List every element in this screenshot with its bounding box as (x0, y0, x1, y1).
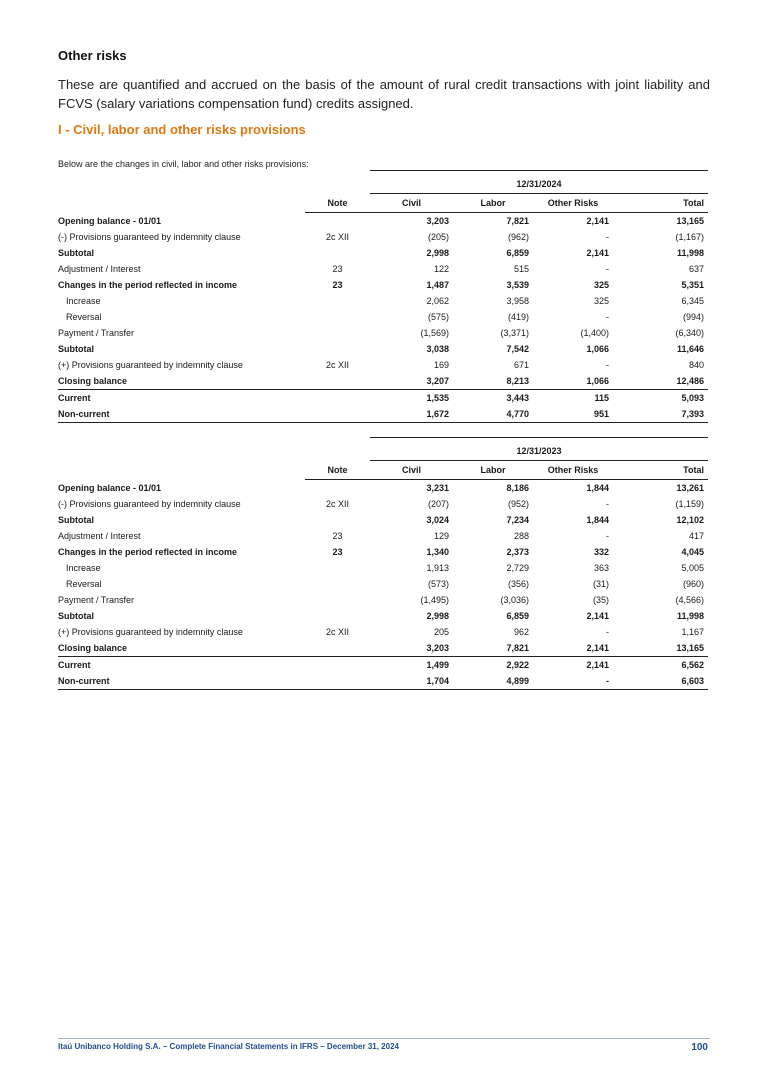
row-label: Subtotal (58, 611, 94, 621)
row-civil-value: 2,998 (426, 248, 449, 258)
row-civil-value: (207) (427, 499, 449, 509)
row-label: Changes in the period reflected in income (58, 280, 238, 290)
row-note: 23 (332, 264, 343, 274)
subheading: I - Civil, labor and other risks provisions (58, 122, 306, 137)
row-note: 2c XII (325, 627, 349, 637)
row-total-value: 1,167 (681, 627, 704, 637)
row-note: 23 (332, 547, 343, 557)
row-other-value: 2,141 (586, 660, 609, 670)
row-note (305, 640, 370, 657)
row-other-value: 1,844 (586, 515, 609, 525)
other-header: Other Risks (533, 461, 613, 480)
row-labor-value: 962 (513, 627, 529, 637)
row-total-value: 6,345 (681, 296, 704, 306)
row-labor-value: 3,539 (506, 280, 529, 290)
row-label: Reversal (66, 579, 102, 589)
table-row (58, 673, 708, 690)
row-label: (+) Provisions guaranteed by indemnity clause (58, 360, 243, 370)
row-label: Closing balance (58, 640, 305, 657)
row-label: Changes in the period reflected in income (58, 547, 238, 557)
row-labor-value: 515 (513, 264, 529, 274)
row-labor-value: 3,958 (506, 296, 529, 306)
row-total-value: 13,165 (613, 640, 708, 657)
row-label: (+) Provisions guaranteed by indemnity clause (58, 627, 243, 637)
row-total-value: 12,486 (613, 373, 708, 390)
table-row (58, 480, 708, 497)
civil-header: Civil (370, 461, 453, 480)
row-label: Subtotal (58, 344, 94, 354)
table-row (58, 213, 708, 230)
row-civil-value: (573) (427, 579, 449, 589)
footer-divider (58, 1038, 710, 1039)
row-note: 2c XII (325, 360, 349, 370)
table-row (58, 245, 708, 261)
row-civil-value: 3,038 (426, 344, 449, 354)
row-note (305, 245, 370, 261)
row-total-value: (960) (682, 579, 704, 589)
row-labor-value: (962) (507, 232, 529, 242)
table-row (58, 373, 708, 390)
row-note (305, 373, 370, 390)
row-labor-value: 4,899 (453, 673, 533, 690)
table-row (58, 229, 708, 245)
row-civil-value: 3,231 (426, 483, 449, 493)
table-row (58, 277, 708, 293)
row-total-value: 4,045 (681, 547, 704, 557)
row-note (305, 341, 370, 357)
row-civil-value: 1,535 (426, 393, 449, 403)
row-total-value: (6,340) (675, 328, 704, 338)
row-other-value: - (606, 499, 609, 509)
row-civil-value: 2,998 (426, 611, 449, 621)
row-other-value: 2,141 (533, 640, 613, 657)
row-other-value: - (606, 312, 609, 322)
row-other-value: 363 (593, 563, 609, 573)
row-note (305, 657, 370, 674)
row-note (305, 406, 370, 423)
row-civil-value: 3,024 (426, 515, 449, 525)
row-labor-value: 7,821 (506, 216, 529, 226)
row-total-value: 6,603 (613, 673, 708, 690)
table-row (58, 528, 708, 544)
provisions-table-2024 (58, 170, 708, 423)
row-label: (-) Provisions guaranteed by indemnity clause (58, 499, 241, 509)
row-total-value: 417 (688, 531, 704, 541)
row-civil-value: 122 (433, 264, 449, 274)
row-labor-value: 7,821 (453, 640, 533, 657)
row-labor-value: 2,373 (506, 547, 529, 557)
footer-text: Itaú Unibanco Holding S.A. – Complete Financial Statements in IFRS – December 31, 2024 (58, 1042, 399, 1051)
table-row (58, 560, 708, 576)
row-other-value: (1,400) (580, 328, 609, 338)
row-label: Opening balance - 01/01 (58, 482, 162, 493)
provisions-table-2023 (58, 437, 708, 690)
row-label: Non-current (58, 673, 305, 690)
row-labor-value: 3,443 (506, 393, 529, 403)
row-civil-value: 3,203 (426, 216, 449, 226)
row-label: (-) Provisions guaranteed by indemnity clause (58, 232, 241, 242)
row-civil-value: 3,207 (370, 373, 453, 390)
row-civil-value: 1,704 (370, 673, 453, 690)
table-row (58, 576, 708, 592)
row-labor-value: 6,859 (506, 611, 529, 621)
row-other-value: 2,141 (586, 611, 609, 621)
row-civil-value: 1,499 (426, 660, 449, 670)
row-label: Subtotal (58, 515, 94, 525)
row-total-value: 11,646 (676, 344, 704, 354)
row-civil-value: (1,495) (420, 595, 449, 605)
row-labor-value: (3,036) (500, 595, 529, 605)
row-other-value: - (606, 627, 609, 637)
row-labor-value: 671 (513, 360, 529, 370)
note-header: Note (305, 194, 370, 213)
table-row (58, 496, 708, 512)
row-other-value: 325 (593, 296, 609, 306)
row-labor-value: 288 (513, 531, 529, 541)
row-label: Closing balance (58, 373, 305, 390)
row-total-value: 11,998 (676, 248, 704, 258)
row-total-value: 6,562 (681, 660, 704, 670)
row-label: Adjustment / Interest (58, 531, 141, 541)
row-labor-value: 8,186 (506, 483, 529, 493)
total-header: Total (613, 194, 708, 213)
table-row (58, 309, 708, 325)
row-other-value: 115 (594, 393, 609, 403)
row-labor-value: 8,213 (453, 373, 533, 390)
row-other-value: 1,066 (586, 344, 609, 354)
row-label: Payment / Transfer (58, 595, 135, 605)
row-note (305, 293, 370, 309)
table-row (58, 544, 708, 560)
row-civil-value: 2,062 (426, 296, 449, 306)
row-total-value: 5,005 (681, 563, 704, 573)
row-civil-value: 205 (433, 627, 449, 637)
row-total-value: 7,393 (613, 406, 708, 423)
row-other-value: 325 (593, 280, 609, 290)
row-labor-value: 2,922 (506, 660, 529, 670)
row-label: Non-current (58, 406, 305, 423)
row-labor-value: 4,770 (453, 406, 533, 423)
row-label: Opening balance - 01/01 (58, 215, 162, 226)
row-note: 2c XII (325, 232, 349, 242)
row-labor-value: (356) (507, 579, 529, 589)
row-other-value: 332 (593, 547, 609, 557)
row-note: 23 (332, 280, 343, 290)
table-row (58, 512, 708, 528)
row-total-value: 13,165 (676, 216, 704, 226)
row-other-value: - (606, 232, 609, 242)
row-total-value: 11,998 (676, 611, 704, 621)
intro-paragraph: These are quantified and accrued on the basis of the amount of rural credit transactions with joint liability and FCVS (salary variations compensation fund) credits assigned. (58, 77, 710, 111)
row-civil-value: 1,340 (426, 547, 449, 557)
note-header: Note (305, 461, 370, 480)
table-row (58, 608, 708, 624)
row-civil-value: 3,203 (370, 640, 453, 657)
row-other-value: 2,141 (586, 216, 609, 226)
table-row (58, 293, 708, 309)
row-civil-value: 169 (433, 360, 449, 370)
row-total-value: 5,093 (681, 393, 704, 403)
row-note (305, 213, 370, 230)
row-note: 23 (332, 531, 343, 541)
label-header (58, 461, 305, 480)
row-other-value: 2,141 (586, 248, 609, 258)
row-other-value: - (606, 264, 609, 274)
row-note (305, 560, 370, 576)
row-label: Payment / Transfer (58, 328, 135, 338)
row-note (305, 480, 370, 497)
row-label: Increase (66, 296, 101, 306)
row-total-value: (4,566) (675, 595, 704, 605)
table-caption: Below are the changes in civil, labor and other risks provisions: (58, 159, 309, 169)
row-other-value: 1,844 (586, 483, 609, 493)
row-labor-value: 6,859 (506, 248, 529, 258)
period-header: 12/31/2023 (370, 442, 708, 461)
row-total-value: 12,102 (676, 515, 704, 525)
section-title: Other risks (58, 48, 127, 63)
row-civil-value: (575) (427, 312, 449, 322)
row-label: Current (58, 660, 91, 670)
row-other-value: - (533, 673, 613, 690)
label-header (58, 194, 305, 213)
row-note: 2c XII (325, 499, 349, 509)
labor-header: Labor (453, 461, 533, 480)
row-total-value: (994) (682, 312, 704, 322)
civil-header: Civil (370, 194, 453, 213)
table-row (58, 640, 708, 657)
row-other-value: - (606, 360, 609, 370)
row-label: Reversal (66, 312, 102, 322)
row-other-value: 951 (533, 406, 613, 423)
total-header: Total (613, 461, 708, 480)
row-labor-value: 2,729 (506, 563, 529, 573)
row-labor-value: (952) (507, 499, 529, 509)
row-total-value: (1,167) (675, 232, 704, 242)
row-civil-value: (205) (427, 232, 449, 242)
table-row (58, 357, 708, 373)
row-note (305, 325, 370, 341)
row-note (305, 309, 370, 325)
row-note (305, 608, 370, 624)
row-total-value: 13,261 (676, 483, 704, 493)
row-other-value: (35) (592, 595, 609, 605)
row-labor-value: 7,542 (506, 344, 529, 354)
row-civil-value: (1,569) (420, 328, 449, 338)
row-other-value: 1,066 (533, 373, 613, 390)
row-label: Adjustment / Interest (58, 264, 141, 274)
labor-header: Labor (453, 194, 533, 213)
table-row (58, 406, 708, 423)
row-note (305, 673, 370, 690)
period-header: 12/31/2024 (370, 175, 708, 194)
table-row (58, 592, 708, 608)
row-total-value: (1,159) (675, 499, 704, 509)
row-label: Subtotal (58, 248, 94, 258)
row-labor-value: (419) (507, 312, 529, 322)
row-civil-value: 1,487 (426, 280, 449, 290)
row-note (305, 390, 370, 407)
row-civil-value: 1,672 (370, 406, 453, 423)
row-total-value: 5,351 (681, 280, 704, 290)
table-row (58, 325, 708, 341)
row-label: Current (58, 393, 91, 403)
row-other-value: (31) (592, 579, 609, 589)
table-row (58, 261, 708, 277)
other-header: Other Risks (533, 194, 613, 213)
row-note (305, 512, 370, 528)
row-label: Increase (66, 563, 101, 573)
page-number: 100 (691, 1042, 708, 1053)
row-note (305, 592, 370, 608)
table-row (58, 341, 708, 357)
row-civil-value: 129 (433, 531, 449, 541)
row-total-value: 840 (688, 360, 704, 370)
row-note (305, 576, 370, 592)
table-row (58, 657, 708, 674)
row-other-value: - (606, 531, 609, 541)
table-row (58, 390, 708, 407)
row-labor-value: 7,234 (506, 515, 529, 525)
row-labor-value: (3,371) (500, 328, 529, 338)
row-total-value: 637 (688, 264, 704, 274)
row-civil-value: 1,913 (426, 563, 449, 573)
table-row (58, 624, 708, 640)
